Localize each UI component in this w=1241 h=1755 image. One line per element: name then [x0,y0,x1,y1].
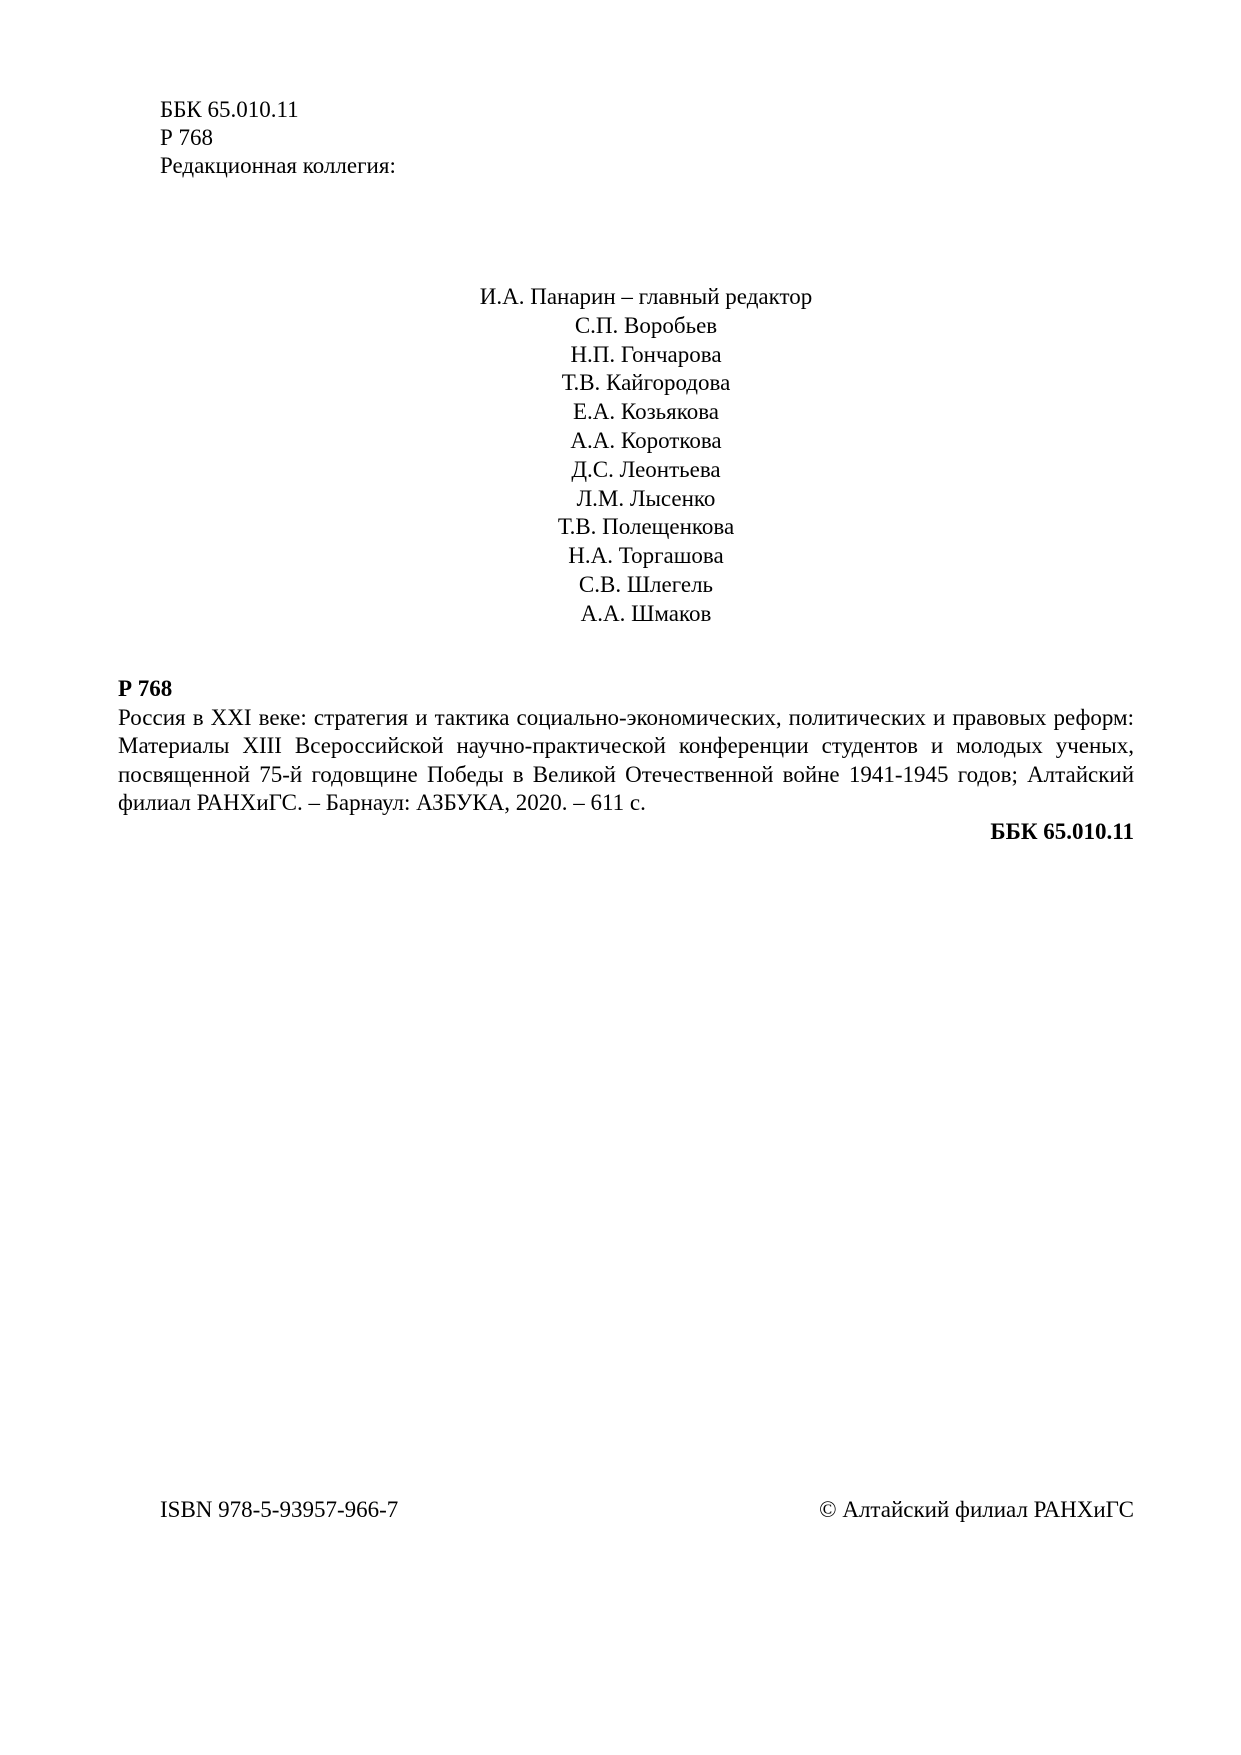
catalog-description: Россия в XXI веке: стратегия и тактика социально-экономических, политических и правовых реформ: Материалы XIII Всероссийской научно-практической конференции студентов и молодых ученых, посвященной 75-й годовщине Победы в Великой Отечественной войне 1941-1945 годов; Алтайский филиал РАНХиГС. – Барнаул: АЗБУКА, 2020. – 611 с. [118,704,1134,815]
editor-name: А.А. Короткова [570,427,722,453]
editor-name: Т.В. Полещенкова [557,514,735,540]
editor-name: Т.В. Кайгородова [561,370,731,396]
catalog-record [118,675,1134,846]
footer [160,1496,1134,1526]
copyright: © Алтайский филиал РАНХиГС [819,1497,1134,1522]
header-bbk: ББК 65.010.11 [160,97,299,122]
editor-name: Е.А. Козьякова [572,399,720,425]
editor-name: Д.С. Леонтьева [571,456,721,482]
editor-list [390,283,902,629]
editor-name: И.А. Панарин – главный редактор [479,284,813,309]
header-code: Р 768 [160,125,214,150]
editor-name: А.А. Шмаков [580,600,712,626]
isbn: ISBN 978-5-93957-966-7 [160,1497,399,1522]
editor-name: Н.А. Торгашова [568,543,724,569]
catalog-bbk: ББК 65.010.11 [990,818,1134,844]
editorial-board-label: Редакционная коллегия: [160,153,396,178]
header-block [160,96,396,180]
editor-name: Н.П. Гончарова [570,341,722,367]
catalog-code: Р 768 [118,676,173,701]
editor-name: С.В. Шлегель [578,571,714,597]
editor-name: Л.М. Лысенко [576,485,716,511]
editor-name: С.П. Воробьев [574,312,718,338]
